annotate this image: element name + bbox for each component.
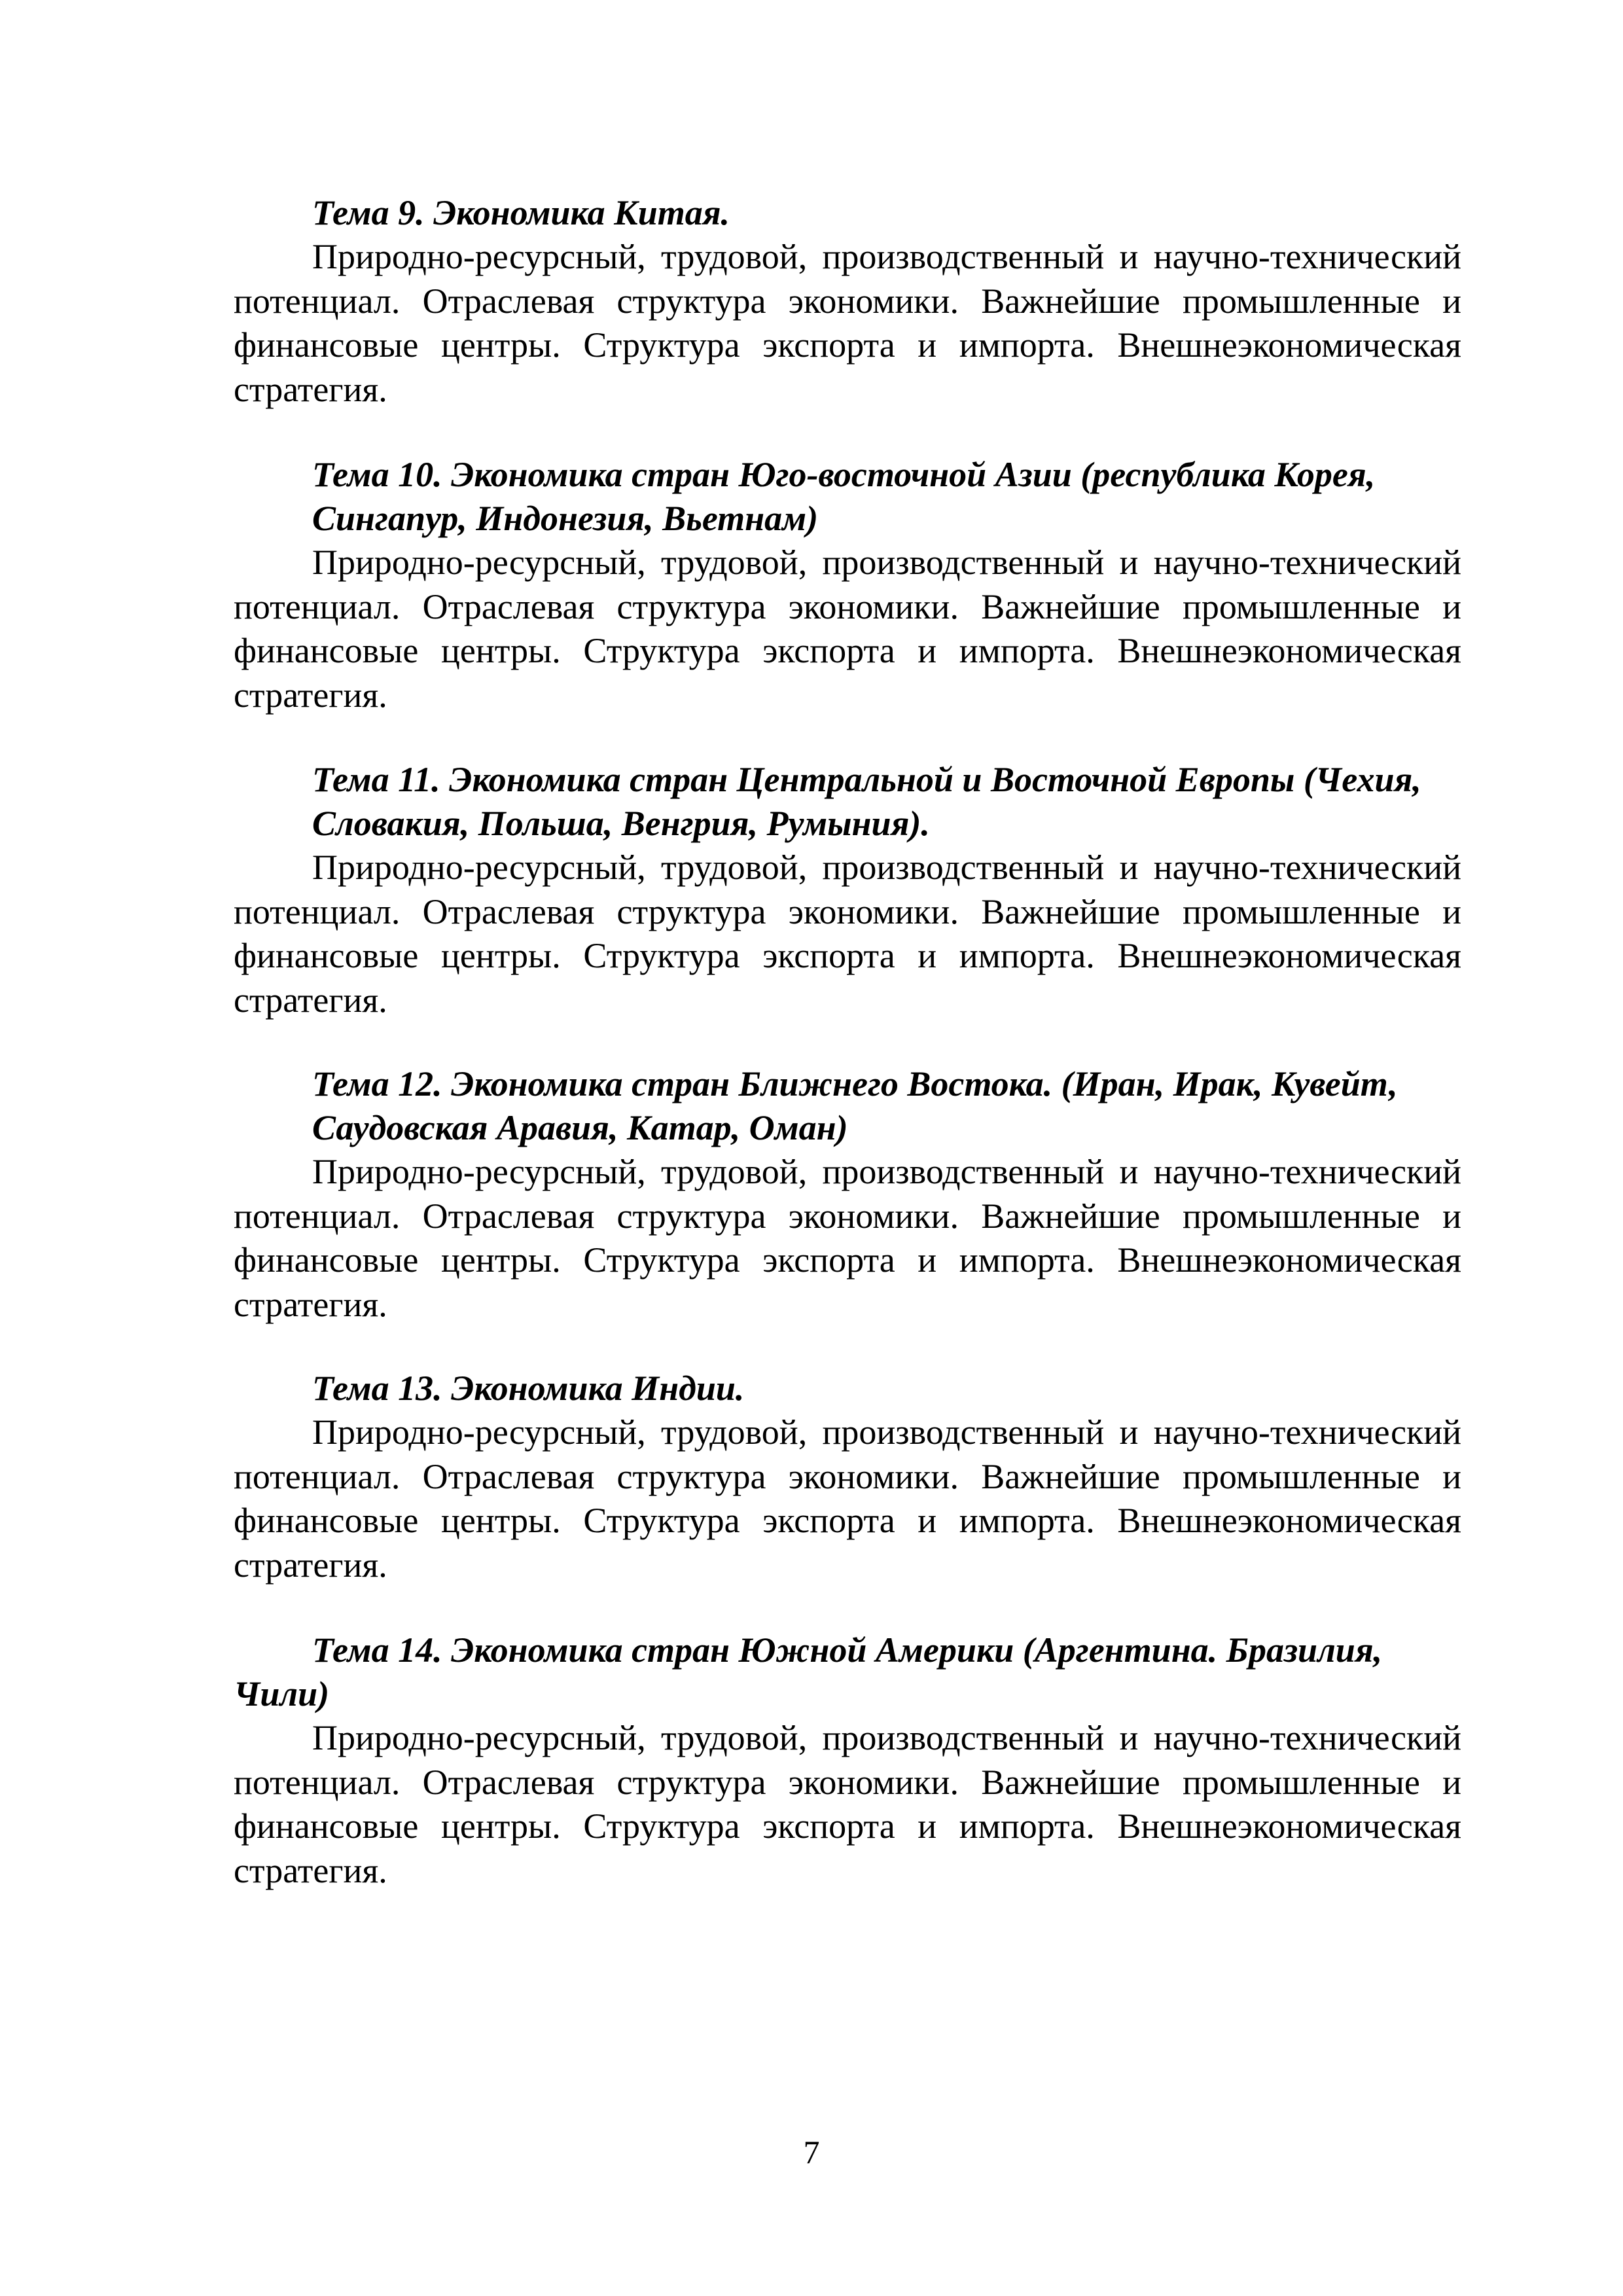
topic-text: Природно-ресурсный, трудовой, производственный и научно-технический потенциал. Отраслевая структура экономики. Важнейшие промышленные и финансовые центры. Структура экспорта и импорта. Внешнеэкономическая стратегия.	[234, 237, 1461, 409]
topic-section-12	[234, 1062, 1461, 1327]
page-number: 7	[803, 2134, 820, 2170]
topic-section-9	[234, 191, 1461, 412]
topic-text: Природно-ресурсный, трудовой, производственный и научно-технический потенциал. Отраслевая структура экономики. Важнейшие промышленные и финансовые центры. Структура экспорта и импорта. Внешнеэкономическая стратегия.	[234, 848, 1461, 1020]
topic-title: Тема 14. Экономика стран Южной Америки (Аргентина. Бразилия, Чили)	[234, 1630, 1383, 1713]
topic-section-10	[234, 453, 1461, 717]
topic-title: Тема 10. Экономика стран Юго-восточной Азии (республика Корея, Сингапур, Индонезия, Вьетнам)	[312, 455, 1376, 538]
topic-title: Тема 9. Экономика Китая.	[312, 193, 730, 232]
topic-text: Природно-ресурсный, трудовой, производственный и научно-технический потенциал. Отраслевая структура экономики. Важнейшие промышленные и финансовые центры. Структура экспорта и импорта. Внешнеэкономическая стратегия.	[234, 1718, 1461, 1890]
topic-text: Природно-ресурсный, трудовой, производственный и научно-технический потенциал. Отраслевая структура экономики. Важнейшие промышленные и финансовые центры. Структура экспорта и импорта. Внешнеэкономическая стратегия.	[234, 543, 1461, 715]
topic-text: Природно-ресурсный, трудовой, производственный и научно-технический потенциал. Отраслевая структура экономики. Важнейшие промышленные и финансовые центры. Структура экспорта и импорта. Внешнеэкономическая стратегия.	[234, 1152, 1461, 1324]
topic-section-14	[234, 1628, 1461, 1893]
topic-text: Природно-ресурсный, трудовой, производственный и научно-технический потенциал. Отраслевая структура экономики. Важнейшие промышленные и финансовые центры. Структура экспорта и импорта. Внешнеэкономическая стратегия.	[234, 1412, 1461, 1585]
topic-section-11	[234, 758, 1461, 1022]
topic-section-13	[234, 1367, 1461, 1587]
topic-title: Тема 11. Экономика стран Центральной и Восточной Европы (Чехия, Словакия, Польша, Венгрия, Румыния).	[312, 760, 1421, 843]
topic-title: Тема 12. Экономика стран Ближнего Востока. (Иран, Ирак, Кувейт, Саудовская Аравия, Катар, Оман)	[312, 1064, 1398, 1147]
topic-title: Тема 13. Экономика Индии.	[312, 1369, 745, 1408]
